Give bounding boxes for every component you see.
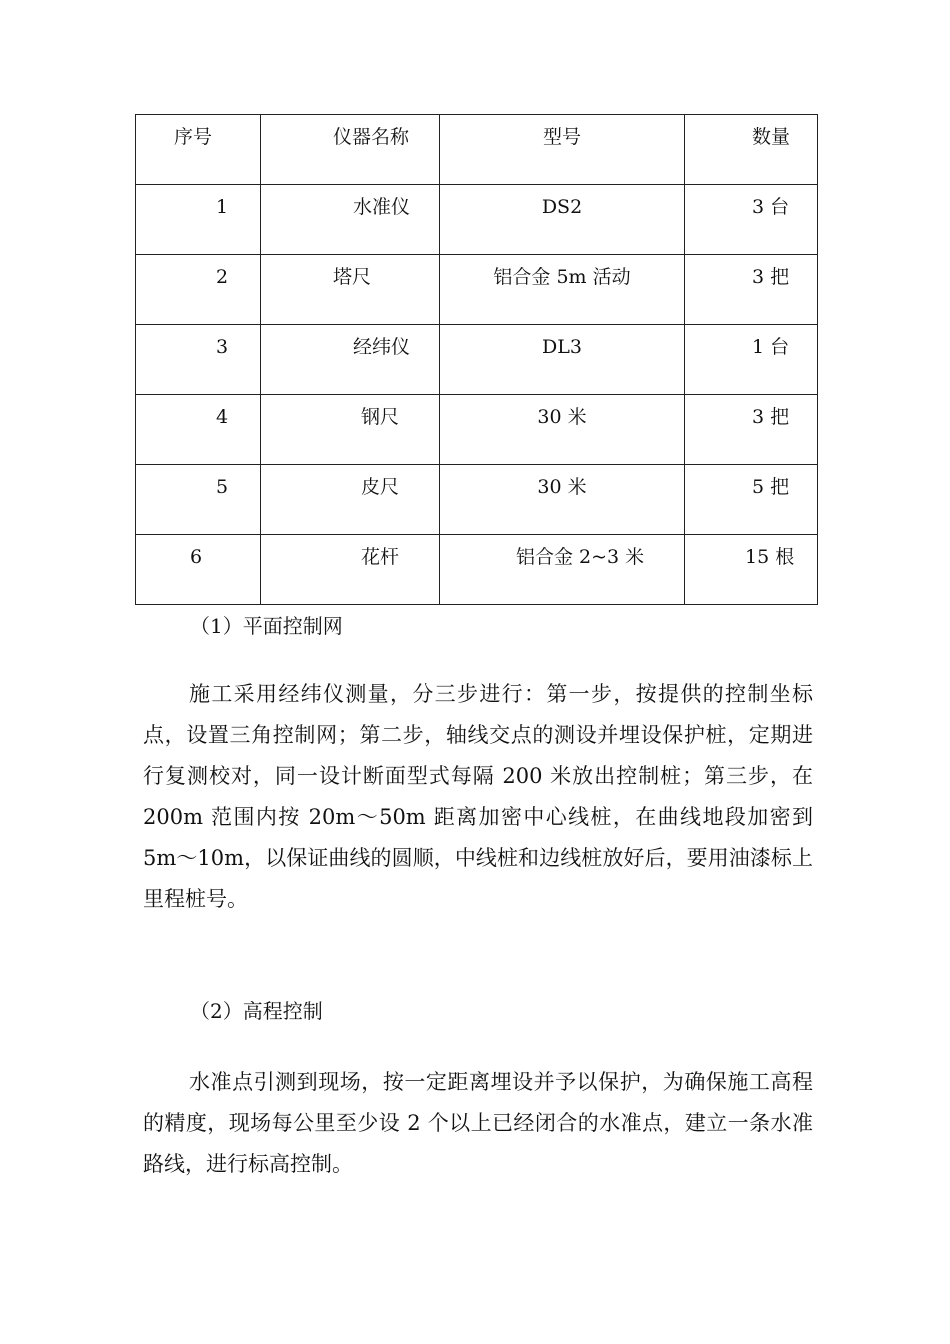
row-number: 2 (216, 266, 229, 288)
header-cell: 序号 (174, 126, 213, 148)
instrument-name: 水准仪 (353, 196, 411, 218)
paragraph-elevation-control: 水准点引测到现场，按一定距离埋设并予以保护，为确保施工高程的精度，现场每公里至少设 2 个以上已经闭合的水准点，建立一条水准路线，进行标高控制。 (143, 1070, 813, 1176)
instrument-model: 铝合金 5m 活动 (493, 266, 631, 288)
instrument-name: 花杆 (361, 546, 400, 568)
table-row (136, 255, 818, 325)
instrument-model: 30 米 (537, 476, 587, 498)
instrument-model: 30 米 (537, 406, 587, 428)
equipment-table (135, 114, 818, 605)
table-row (136, 325, 818, 395)
instrument-qty: 3 把 (752, 406, 790, 428)
instrument-model: DL3 (542, 336, 582, 358)
header-cell: 型号 (542, 126, 581, 148)
row-number: 6 (190, 546, 203, 568)
instrument-name: 钢尺 (361, 406, 400, 428)
instrument-model: 铝合金 2~3 米 (516, 546, 645, 568)
instrument-qty: 5 把 (752, 476, 790, 498)
header-cell: 仪器名称 (333, 126, 410, 148)
instrument-qty: 3 把 (752, 266, 790, 288)
row-number: 1 (216, 196, 229, 218)
table-header-row (136, 115, 818, 185)
table-row (136, 395, 818, 465)
table-row (136, 535, 818, 605)
row-number: 5 (216, 476, 229, 498)
instrument-name: 塔尺 (333, 266, 372, 288)
instrument-name: 经纬仪 (353, 336, 411, 358)
instrument-model: DS2 (541, 196, 583, 218)
header-cell: 数量 (752, 126, 791, 148)
paragraph-plane-control: 施工采用经纬仪测量，分三步进行：第一步，按提供的控制坐标点，设置三角控制网；第二步，轴线交点的测设并埋设保护桩，定期进行复测校对，同一设计断面型式每隔 200 米放出控制桩；第三步，在 200m 范围内按 20m～50m 距离加密中心线桩，在曲线地段加密到 5m～10m，以保证曲线的圆顺，中线桩和边线桩放好后，要用油漆标上里程桩号。 (143, 682, 813, 911)
table-row (136, 465, 818, 535)
row-number: 3 (216, 336, 229, 358)
section-heading-elevation-control: （2）高程控制 (190, 999, 323, 1023)
table-row (136, 185, 818, 255)
row-number: 4 (216, 406, 229, 428)
instrument-name: 皮尺 (361, 476, 400, 498)
section-heading-plane-control: （1）平面控制网 (190, 614, 343, 638)
instrument-qty: 15 根 (745, 546, 795, 568)
instrument-qty: 1 台 (752, 336, 790, 358)
instrument-qty: 3 台 (752, 196, 790, 218)
